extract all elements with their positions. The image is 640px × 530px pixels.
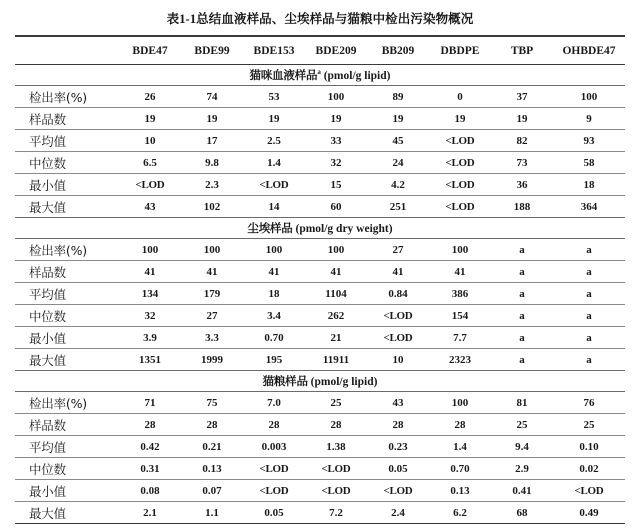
row-label: 样品数 [15, 261, 119, 283]
cell-ohbde47: a [553, 305, 625, 327]
cell-bde153: 1.4 [243, 152, 305, 174]
row-label: 最小值 [15, 174, 119, 196]
cell-ohbde47: 364 [553, 196, 625, 218]
cell-ohbde47: 100 [553, 86, 625, 108]
cell-dbdpe: 19 [429, 108, 491, 130]
cell-tbp: a [491, 283, 553, 305]
row-label: 最大值 [15, 349, 119, 371]
cell-ohbde47: 25 [553, 414, 625, 436]
section-header-label [15, 371, 625, 392]
row-label: 样品数 [15, 414, 119, 436]
cell-ohbde47: 0.49 [553, 502, 625, 524]
cell-dbdpe: <LOD [429, 196, 491, 218]
cell-bde153: 41 [243, 261, 305, 283]
section-header-name: 猫粮样品 [263, 374, 308, 388]
column-header-tbp: TBP [491, 36, 553, 65]
cell-dbdpe: <LOD [429, 130, 491, 152]
cell-bde209: 15 [305, 174, 367, 196]
row-label: 平均值 [15, 283, 119, 305]
cell-bde153: 28 [243, 414, 305, 436]
cell-bde209: <LOD [305, 480, 367, 502]
row-label: 最小值 [15, 327, 119, 349]
cell-bde209: 21 [305, 327, 367, 349]
cell-bde99: 27 [181, 305, 243, 327]
cell-bb209: 0.23 [367, 436, 429, 458]
cell-bde153: <LOD [243, 480, 305, 502]
cell-bb209: 89 [367, 86, 429, 108]
cell-bde99: 1999 [181, 349, 243, 371]
cell-bde209: 19 [305, 108, 367, 130]
cell-bb209: 251 [367, 196, 429, 218]
cell-bde99: 0.13 [181, 458, 243, 480]
cell-bde99: 74 [181, 86, 243, 108]
cell-ohbde47: a [553, 327, 625, 349]
column-header-dbdpe: DBDPE [429, 36, 491, 65]
row-label: 中位数 [15, 458, 119, 480]
cell-bde209: 1.38 [305, 436, 367, 458]
cell-tbp: 9.4 [491, 436, 553, 458]
cell-tbp: 25 [491, 414, 553, 436]
cell-bde209: 41 [305, 261, 367, 283]
cell-bde99: 102 [181, 196, 243, 218]
corner-cell [15, 36, 119, 65]
cell-bde153: 14 [243, 196, 305, 218]
cell-tbp: a [491, 261, 553, 283]
table-row [15, 392, 625, 414]
column-header-bde209: BDE209 [305, 36, 367, 65]
cell-bde153: 0.70 [243, 327, 305, 349]
column-header-row [15, 36, 625, 65]
row-label: 平均值 [15, 130, 119, 152]
cell-tbp: 188 [491, 196, 553, 218]
cell-ohbde47: 9 [553, 108, 625, 130]
column-header-bde99: BDE99 [181, 36, 243, 65]
cell-dbdpe: 28 [429, 414, 491, 436]
cell-tbp: a [491, 327, 553, 349]
cell-ohbde47: 18 [553, 174, 625, 196]
cell-tbp: 19 [491, 108, 553, 130]
table-row [15, 86, 625, 108]
cell-bde209: 60 [305, 196, 367, 218]
cell-bde99: 179 [181, 283, 243, 305]
cell-bde99: 75 [181, 392, 243, 414]
section-header-row [15, 65, 625, 86]
cell-bde47: 1351 [119, 349, 181, 371]
column-header-bb209: BB209 [367, 36, 429, 65]
cell-dbdpe: 0.70 [429, 458, 491, 480]
cell-tbp: a [491, 349, 553, 371]
section-header-unit: (pmol/g lipid) [311, 376, 378, 388]
cell-bb209: 19 [367, 108, 429, 130]
row-label: 最大值 [15, 196, 119, 218]
cell-bde47: 0.08 [119, 480, 181, 502]
cell-bde209: 1104 [305, 283, 367, 305]
cell-bb209: 45 [367, 130, 429, 152]
cell-dbdpe: 0.13 [429, 480, 491, 502]
cell-dbdpe: 1.4 [429, 436, 491, 458]
cell-bde153: 7.0 [243, 392, 305, 414]
cell-ohbde47: a [553, 239, 625, 261]
row-label: 检出率(%) [15, 392, 119, 414]
cell-tbp: 0.41 [491, 480, 553, 502]
cell-bde209: 33 [305, 130, 367, 152]
cell-bde209: 28 [305, 414, 367, 436]
cell-bde209: 32 [305, 152, 367, 174]
cell-bde209: 25 [305, 392, 367, 414]
cell-ohbde47: <LOD [553, 480, 625, 502]
bottom-rule-cell [15, 524, 625, 530]
row-label: 中位数 [15, 152, 119, 174]
cell-bde99: 0.21 [181, 436, 243, 458]
cell-bde47: 26 [119, 86, 181, 108]
cell-ohbde47: 0.10 [553, 436, 625, 458]
cell-dbdpe: 154 [429, 305, 491, 327]
table-row [15, 239, 625, 261]
cell-dbdpe: 6.2 [429, 502, 491, 524]
cell-bde47: 0.31 [119, 458, 181, 480]
row-label: 最小值 [15, 480, 119, 502]
cell-bde47: 134 [119, 283, 181, 305]
cell-bde47: 19 [119, 108, 181, 130]
section-header-row [15, 218, 625, 239]
column-header-bde153: BDE153 [243, 36, 305, 65]
cell-bb209: 0.05 [367, 458, 429, 480]
cell-dbdpe: 0 [429, 86, 491, 108]
cell-bde209: 100 [305, 239, 367, 261]
cell-bde153: 2.5 [243, 130, 305, 152]
table-foot [15, 524, 625, 530]
cell-bde153: 100 [243, 239, 305, 261]
row-label: 样品数 [15, 108, 119, 130]
cell-bde209: 100 [305, 86, 367, 108]
cell-bde99: 2.3 [181, 174, 243, 196]
cell-bde47: <LOD [119, 174, 181, 196]
row-label: 平均值 [15, 436, 119, 458]
section-header-label [15, 218, 625, 239]
row-label: 检出率(%) [15, 86, 119, 108]
column-header-ohbde47: OHBDE47 [553, 36, 625, 65]
table-row [15, 327, 625, 349]
section-header-name: 猫咪血液样品 [250, 68, 318, 82]
section-header-label [15, 65, 625, 86]
cell-bde99: 0.07 [181, 480, 243, 502]
cell-bb209: <LOD [367, 327, 429, 349]
cell-dbdpe: 7.7 [429, 327, 491, 349]
cell-ohbde47: a [553, 349, 625, 371]
cell-bde153: 0.003 [243, 436, 305, 458]
cell-bb209: 28 [367, 414, 429, 436]
cell-bde99: 41 [181, 261, 243, 283]
cell-bb209: 27 [367, 239, 429, 261]
cell-bde47: 100 [119, 239, 181, 261]
cell-tbp: a [491, 239, 553, 261]
table-row [15, 283, 625, 305]
cell-bde47: 2.1 [119, 502, 181, 524]
cell-bde153: 195 [243, 349, 305, 371]
table-row [15, 108, 625, 130]
row-label: 最大值 [15, 502, 119, 524]
cell-bde153: 53 [243, 86, 305, 108]
cell-tbp: 82 [491, 130, 553, 152]
cell-ohbde47: 93 [553, 130, 625, 152]
table-row [15, 196, 625, 218]
cell-bde99: 9.8 [181, 152, 243, 174]
table-row [15, 414, 625, 436]
cell-bde153: <LOD [243, 458, 305, 480]
cell-bde99: 19 [181, 108, 243, 130]
cell-bde47: 41 [119, 261, 181, 283]
table-row [15, 458, 625, 480]
cell-bde99: 17 [181, 130, 243, 152]
section-header-unit: (pmol/g lipid) [324, 70, 391, 82]
table-row [15, 174, 625, 196]
cell-bde153: <LOD [243, 174, 305, 196]
cell-ohbde47: 76 [553, 392, 625, 414]
table-row [15, 436, 625, 458]
table-row [15, 261, 625, 283]
section-header-footnote-marker: a [317, 68, 321, 76]
cell-tbp: 68 [491, 502, 553, 524]
cell-tbp: 81 [491, 392, 553, 414]
cell-ohbde47: a [553, 283, 625, 305]
cell-dbdpe: 100 [429, 392, 491, 414]
cell-bb209: 10 [367, 349, 429, 371]
cell-dbdpe: 41 [429, 261, 491, 283]
cell-tbp: 37 [491, 86, 553, 108]
cell-bde47: 43 [119, 196, 181, 218]
cell-bde153: 0.05 [243, 502, 305, 524]
table-title: 表1-1总结血液样品、尘埃样品与猫粮中检出污染物概况 [0, 0, 640, 35]
cell-bde47: 0.42 [119, 436, 181, 458]
cell-bde99: 1.1 [181, 502, 243, 524]
section-header-name: 尘埃样品 [247, 221, 292, 235]
table-row [15, 130, 625, 152]
row-label: 检出率(%) [15, 239, 119, 261]
cell-bb209: <LOD [367, 480, 429, 502]
cell-bde47: 28 [119, 414, 181, 436]
cell-tbp: 36 [491, 174, 553, 196]
cell-bb209: 41 [367, 261, 429, 283]
cell-bde99: 28 [181, 414, 243, 436]
section-header-row [15, 371, 625, 392]
cell-dbdpe: <LOD [429, 152, 491, 174]
cell-bde47: 71 [119, 392, 181, 414]
cell-bde47: 10 [119, 130, 181, 152]
cell-bde209: <LOD [305, 458, 367, 480]
bottom-rule [15, 524, 625, 530]
table-row [15, 502, 625, 524]
table-row [15, 152, 625, 174]
cell-bb209: 4.2 [367, 174, 429, 196]
cell-bb209: 0.84 [367, 283, 429, 305]
table-body [15, 65, 625, 524]
cell-bde99: 100 [181, 239, 243, 261]
cell-ohbde47: 58 [553, 152, 625, 174]
cell-ohbde47: 0.02 [553, 458, 625, 480]
cell-bde209: 262 [305, 305, 367, 327]
cell-bb209: 43 [367, 392, 429, 414]
cell-bde47: 32 [119, 305, 181, 327]
cell-ohbde47: a [553, 261, 625, 283]
cell-bde47: 6.5 [119, 152, 181, 174]
cell-bde153: 19 [243, 108, 305, 130]
cell-bde47: 3.9 [119, 327, 181, 349]
table-row [15, 305, 625, 327]
cell-bb209: 24 [367, 152, 429, 174]
cell-tbp: 2.9 [491, 458, 553, 480]
section-header-unit: (pmol/g dry weight) [295, 223, 392, 235]
table-row [15, 349, 625, 371]
cell-bde153: 18 [243, 283, 305, 305]
cell-dbdpe: 2323 [429, 349, 491, 371]
cell-dbdpe: <LOD [429, 174, 491, 196]
cell-bde153: 3.4 [243, 305, 305, 327]
column-header-bde47: BDE47 [119, 36, 181, 65]
cell-bde99: 3.3 [181, 327, 243, 349]
pollutant-summary-table [15, 35, 625, 530]
row-label: 中位数 [15, 305, 119, 327]
cell-bde209: 7.2 [305, 502, 367, 524]
cell-tbp: 73 [491, 152, 553, 174]
cell-dbdpe: 100 [429, 239, 491, 261]
cell-dbdpe: 386 [429, 283, 491, 305]
cell-bb209: <LOD [367, 305, 429, 327]
cell-bde209: 11911 [305, 349, 367, 371]
table-head [15, 36, 625, 65]
table-row [15, 480, 625, 502]
cell-tbp: a [491, 305, 553, 327]
cell-bb209: 2.4 [367, 502, 429, 524]
